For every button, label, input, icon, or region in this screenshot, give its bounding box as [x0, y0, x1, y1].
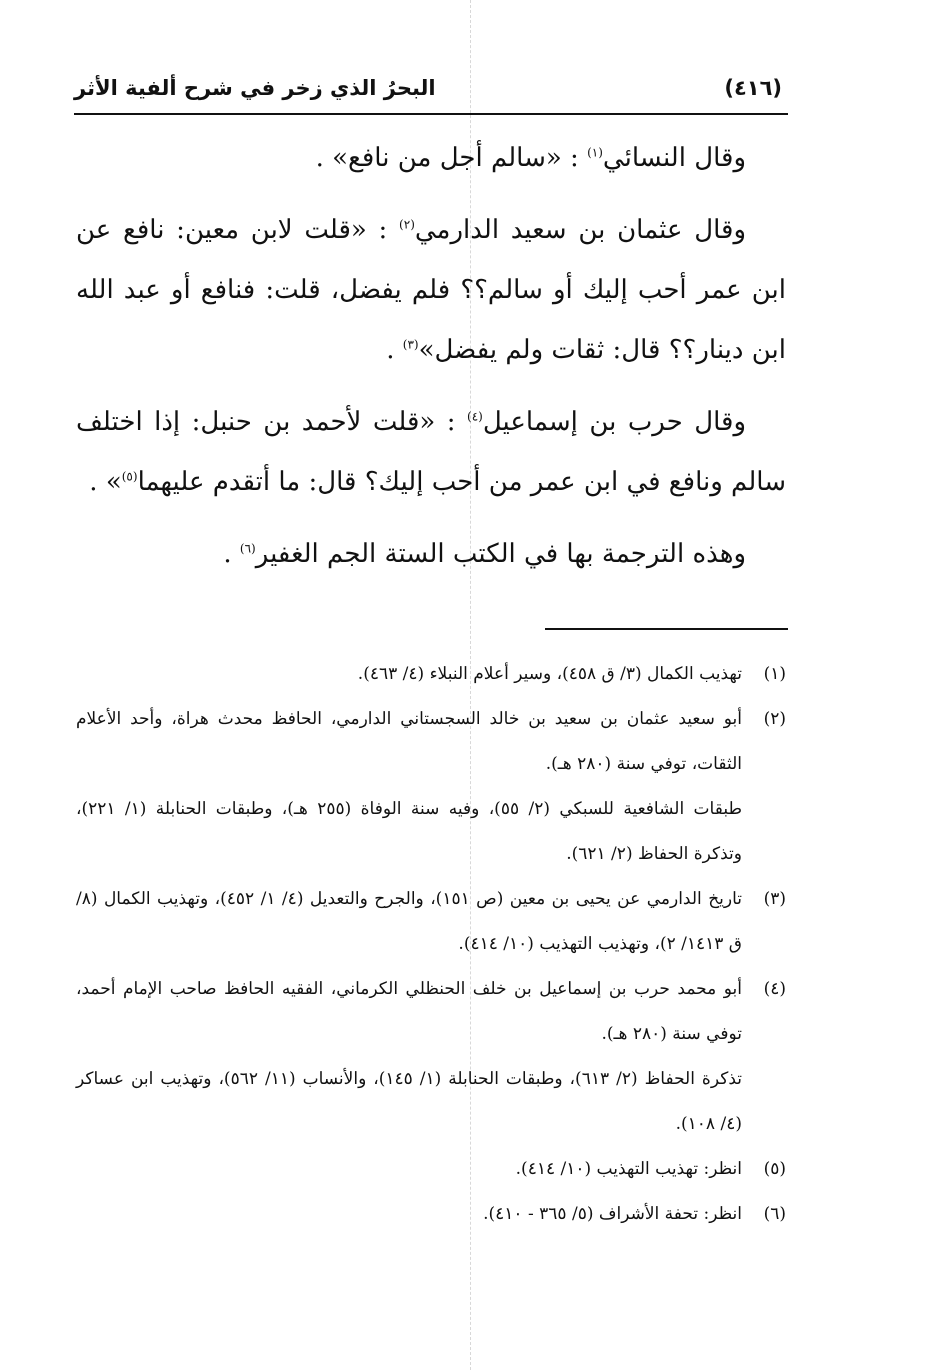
- footnote-ref: (٤): [467, 409, 483, 424]
- paragraph-2: وقال عثمان بن سعيد الدارمي$^{(٢)}$ : «قلت لابن معين: نافع عن ابن عمر أحب إليك أو سالم؟؟ فلم يفضل، قلت: فنافع أو عبد الله ابن دينار؟؟ قال: ثقات ولم يفضل»$^{(٣)}$ .: [76, 215, 786, 365]
- main-text: [76, 128, 786, 596]
- footnotes: [76, 652, 786, 1237]
- header-rule: [74, 113, 788, 115]
- footnote-ref: (٥): [121, 469, 138, 484]
- footnote-item: [76, 1192, 786, 1237]
- footnote-item: [76, 652, 786, 697]
- footnote-ref: (٢): [399, 217, 415, 232]
- footnote-text: انظر: تحفة الأشراف (٥/ ٣٦٥ - ٤١٠).: [483, 1204, 742, 1224]
- footnote-item: [76, 697, 786, 877]
- footnote-number: (١): [763, 664, 786, 684]
- footnote-item: [76, 877, 786, 967]
- footnote-text: تاريخ الدارمي عن يحيى بن معين (ص ١٥١)، والجرح والتعديل (٤/ ١/ ٤٥٢)، وتهذيب الكمال (٨/ ق ١٤١٣/ ٢)، وتهذيب التهذيب (١٠/ ٤١٤).: [76, 889, 743, 954]
- footnote-ref: (٣): [402, 337, 419, 352]
- footnote-separator: [545, 628, 788, 630]
- page-number: (٤١٦): [724, 76, 782, 100]
- footnote-text: طبقات الشافعية للسبكي (٢/ ٥٥)، وفيه سنة الوفاة (٢٥٥ هـ)، وطبقات الحنابلة (١/ ٢٢١)، وتذكرة الحفاظ (٢/ ٦٢١).: [76, 799, 742, 864]
- footnote-item: [76, 1147, 786, 1192]
- footnote-number: (٦): [763, 1204, 786, 1224]
- book-title: البحرُ الذي زخر في شرح ألفية الأثر: [74, 76, 436, 100]
- footnote-number: (٥): [763, 1159, 786, 1179]
- footnote-text: انظر: تهذيب التهذيب (١٠/ ٤١٤).: [515, 1159, 742, 1179]
- paragraph-4: وهذه الترجمة بها في الكتب الستة الجم الغفير$^{(٦)}$ .: [223, 539, 746, 569]
- running-header: [74, 74, 788, 110]
- footnote-number: (٤): [763, 979, 786, 999]
- footnote-number: (٢): [763, 709, 786, 729]
- footnote-ref: (٦): [239, 541, 256, 556]
- footnote-ref: (١): [587, 145, 603, 160]
- paragraph-3: وقال حرب بن إسماعيل$^{(٤)}$ : «قلت لأحمد بن حنبل: إذا اختلف سالم ونافع في ابن عمر من أحب إليك؟ قال: ما أتقدم عليهما$^{(٥)}$» .: [76, 407, 786, 497]
- footnote-text: تذكرة الحفاظ (٢/ ٦١٣)، وطبقات الحنابلة (١/ ١٤٥)، والأنساب (١١/ ٥٦٢)، وتهذيب ابن عساكر (٤/ ١٠٨).: [76, 1069, 742, 1134]
- footnote-item: [76, 967, 786, 1147]
- paragraph-1: وقال النسائي$^{(١)}$ : «سالم أجل من نافع» .: [315, 143, 746, 173]
- footnote-text: أبو سعيد عثمان بن سعيد بن خالد السجستاني الدارمي، الحافظ محدث هراة، وأحد الأعلام الثقات، توفي سنة (٢٨٠ هـ).: [76, 709, 742, 774]
- footnote-number: (٣): [763, 889, 786, 909]
- footnote-text: أبو محمد حرب بن إسماعيل بن خلف الحنظلي الكرماني، الفقيه الحافظ صاحب الإمام أحمد، توفي سنة (٢٨٠ هـ).: [76, 979, 742, 1044]
- footnote-text: تهذيب الكمال (٣/ ق ٤٥٨)، وسير أعلام النبلاء (٤/ ٤٦٣).: [357, 664, 742, 684]
